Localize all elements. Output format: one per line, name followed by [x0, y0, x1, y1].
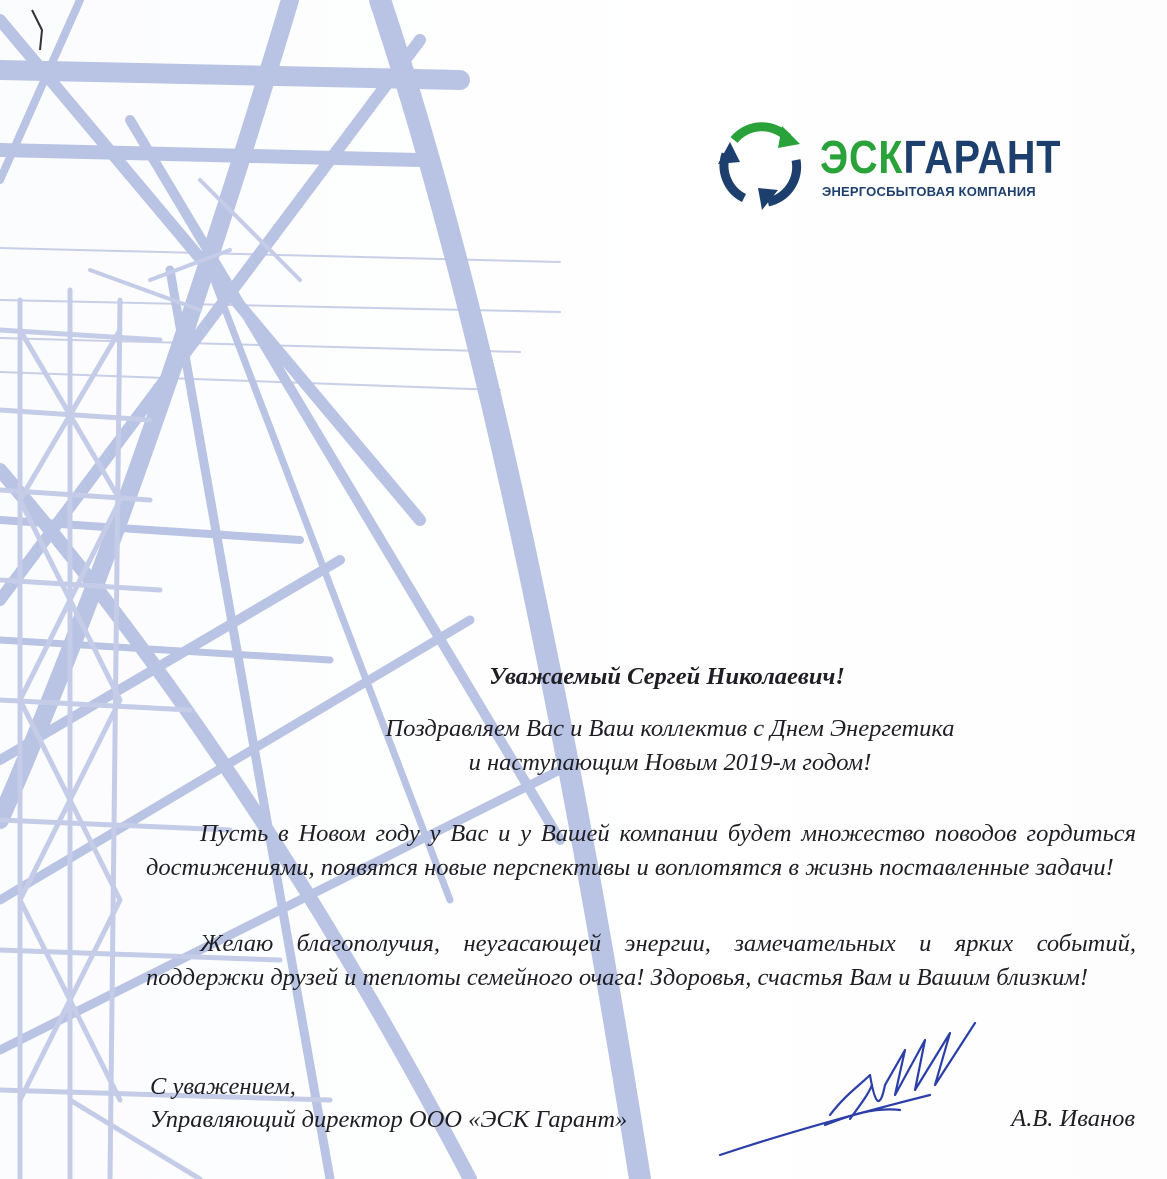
paragraph-1: Пусть в Новом году у Вас и у Вашей компании будет множество поводов гордиться достижениями, появятся новые перспективы и воплотятся в жизнь поставленные задачи! [146, 820, 1136, 881]
congrats-line-1: Поздравляем Вас и Ваш коллектив с Днем Энергетика [385, 715, 955, 742]
congrats-line-2: и наступающим Новым 2019-м годом! [468, 749, 872, 776]
company-subtitle: ЭНЕРГОСБЫТОВАЯ КОМПАНИЯ [822, 184, 1036, 199]
closing-regards: С уважением, [150, 1073, 296, 1100]
company-name-part-green: ЭСК [820, 131, 904, 183]
company-name [820, 131, 1062, 183]
recycle-arrows-icon [716, 118, 806, 210]
congratulation-block [300, 712, 1040, 780]
closing-block [150, 1070, 770, 1136]
signer-name: А.В. Иванов [1011, 1105, 1135, 1132]
letter-greeting: Уважаемый Сергей Николаевич! [489, 663, 845, 690]
handwritten-signature [700, 1015, 990, 1165]
pen-mark-icon [28, 8, 52, 52]
company-logo [716, 118, 1062, 218]
signer-position: Управляющий директор ООО «ЭСК Гарант» [150, 1106, 628, 1133]
paragraph-2: Желаю благополучия, неугасающей энергии, замечательных и ярких событий, поддержки друзей и теплоты семейного очага! Здоровья, счастья Вам и Вашим близким! [146, 930, 1136, 991]
company-name-part-navy: ГАРАНТ [903, 131, 1062, 183]
